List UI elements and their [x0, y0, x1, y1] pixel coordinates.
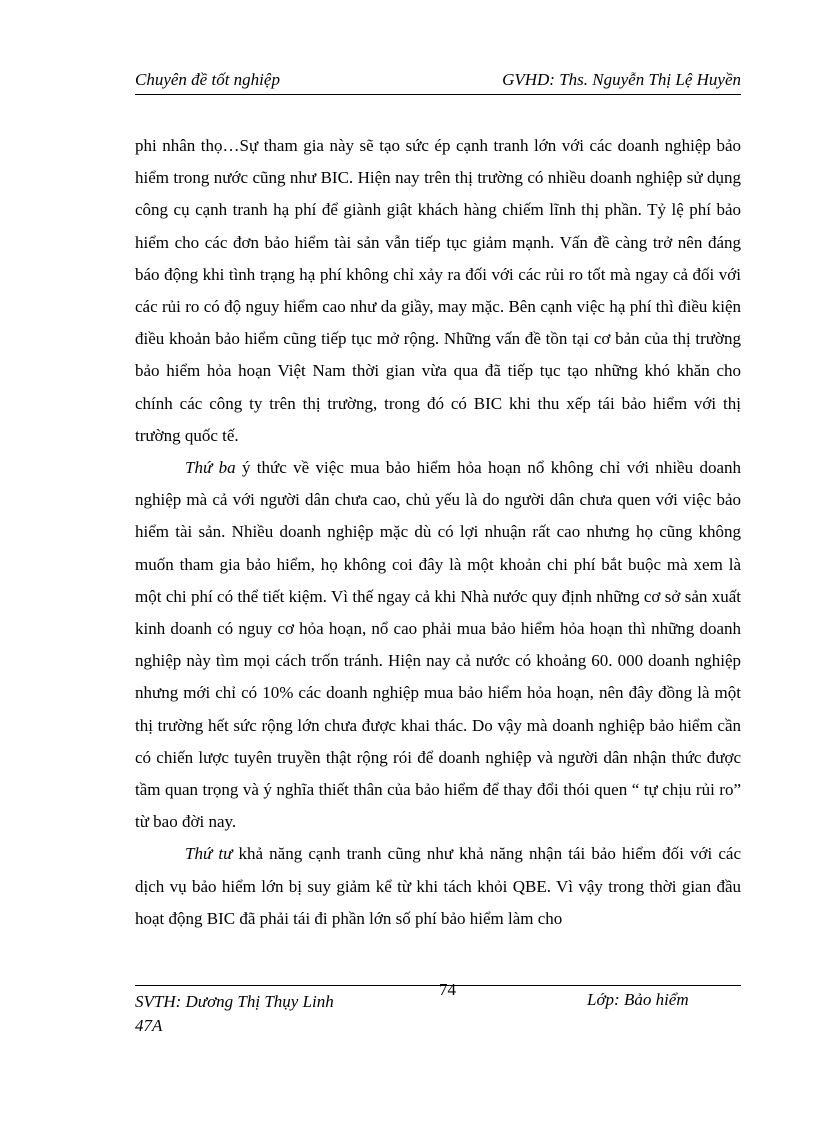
header-advisor: GVHD: Ths. Nguyễn Thị Lệ Huyền	[502, 70, 741, 89]
page-body	[135, 130, 741, 935]
header-title: Chuyên đề tốt nghiệp	[135, 70, 280, 89]
page-number: 74	[439, 980, 456, 999]
page-header	[135, 70, 741, 95]
paragraph-thu-ba	[135, 452, 741, 838]
paragraph-continued: phi nhân thọ…Sự tham gia này sẽ tạo sức ép cạnh tranh lớn với các doanh nghiệp bảo hiểm trong nước cũng như BIC. Hiện nay trên thị trường có nhiều doanh nghiệp sử dụng công cụ cạnh tranh hạ phí để giành giật khách hàng chiếm lĩnh thị phần. Tỷ lệ phí bảo hiểm cho các đơn bảo hiểm tài sản vẫn tiếp tục giảm mạnh. Vấn đề càng trở nên đáng báo động khi tình trạng hạ phí không chỉ xảy ra đối với các rủi ro tốt mà ngay cả đối với các rủi ro có độ nguy hiểm cao như da giầy, may mặc. Bên cạnh việc hạ phí thì điều kiện điều khoản bảo hiểm cũng tiếp tục mở rộng. Những vấn đề tồn tại cơ bản của thị trường bảo hiểm hỏa hoạn Việt Nam thời gian vừa qua đã tiếp tục tạo những khó khăn cho chính các công ty trên thị trường, trong đó có BIC khi thu xếp tái bảo hiểm với thị trường quốc tế.	[135, 136, 741, 445]
footer-class: Lớp: Bảo hiểm	[587, 990, 689, 1009]
page-footer	[135, 980, 741, 1035]
footer-author-name: SVTH: Dương Thị Thụy Linh	[135, 992, 334, 1011]
paragraph-text-thu-tu: khả năng cạnh tranh cũng như khả năng nhận tái bảo hiểm đối với các dịch vụ bảo hiểm lớn bị suy giảm kể từ khi tách khỏi QBE. Vì vậy trong thời gian đầu hoạt động BIC đã phải tái đi phần lớn số phí bảo hiểm làm cho	[135, 844, 741, 928]
paragraph-lead-thu-ba: Thứ ba	[185, 458, 236, 478]
footer-author-class-code: 47A	[135, 1016, 163, 1035]
paragraph-lead-thu-tu: Thứ tư	[185, 844, 233, 864]
paragraph-text-thu-ba: ý thức về việc mua bảo hiểm hỏa hoạn nổ không chỉ với nhiều doanh nghiệp mà cả với người dân chưa cao, chủ yếu là do người dân chưa quen với việc bảo hiểm tài sản. Nhiều doanh nghiệp mặc dù có lợi nhuận rất cao nhưng họ cũng không muốn tham gia bảo hiểm, họ không coi đây là một khoản chi phí bắt buộc mà xem là một chi phí có thể tiết kiệm. Vì thế ngay cả khi Nhà nước quy định những cơ sở sản xuất kinh doanh có nguy cơ hỏa hoạn, nổ cao phải mua bảo hiểm hỏa hoạn thì những doanh nghiệp này tìm mọi cách trốn tránh. Hiện nay cả nước có khoảng 60. 000 doanh nghiệp nhưng mới chỉ có 10% các doanh nghiệp mua bảo hiểm hỏa hoạn, nên đây đồng là một thị trường hết sức rộng lớn chưa được khai thác. Do vậy mà doanh nghiệp bảo hiểm cần có chiến lược tuyên truyền thật rộng rói để doanh nghiệp và người dân nhận thức được tầm quan trọng và ý nghĩa thiết thân của bảo hiểm để thay đổi thói quen “ tự chịu rủi ro” từ bao đời nay.	[135, 458, 741, 832]
footer-author	[135, 990, 334, 1038]
paragraph-thu-tu	[135, 838, 741, 935]
